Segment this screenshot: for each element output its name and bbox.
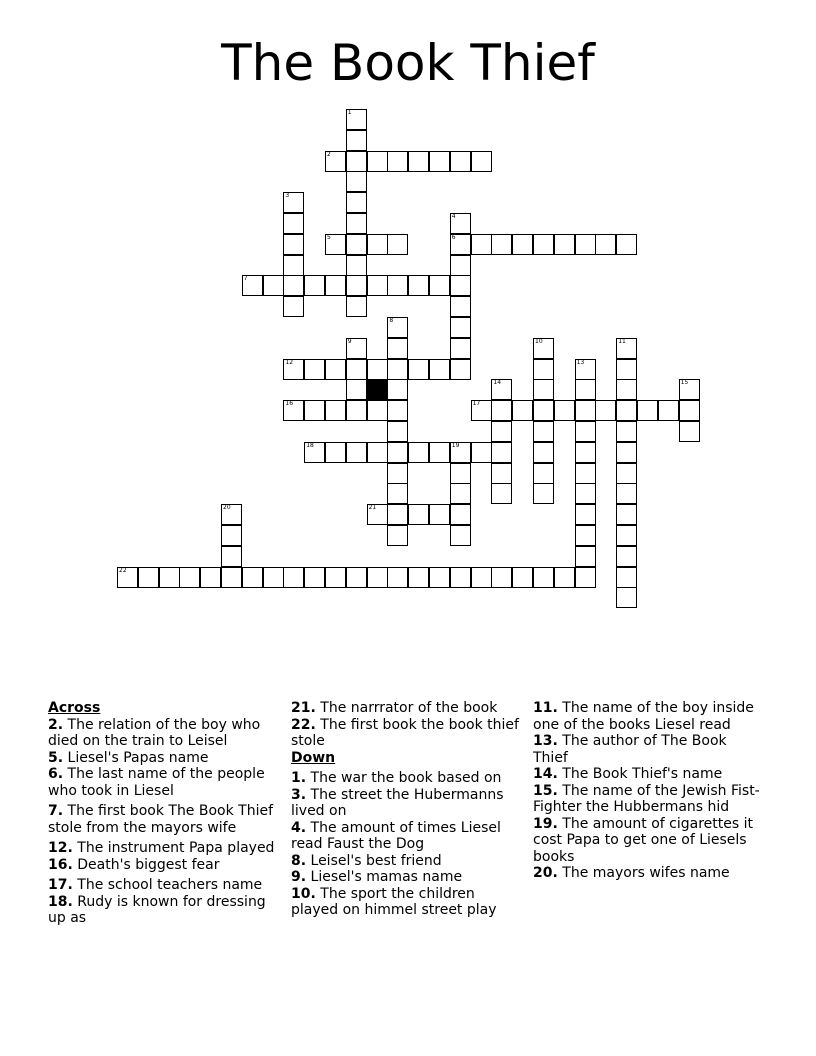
clue-number-label: 8 bbox=[389, 317, 394, 324]
grid-cell[interactable] bbox=[387, 338, 408, 359]
clue-down-13 bbox=[533, 733, 765, 766]
grid-cell[interactable] bbox=[512, 400, 533, 421]
clue-number: 3. bbox=[291, 786, 307, 803]
grid-cell-2[interactable] bbox=[325, 151, 346, 172]
grid-cell[interactable] bbox=[325, 359, 346, 380]
clue-text: Leisel's best friend bbox=[310, 852, 442, 869]
grid-cell[interactable] bbox=[159, 567, 180, 588]
clue-number: 13. bbox=[533, 733, 558, 749]
clue-text: The amount of cigarettes it cost Papa to get one of Liesels books bbox=[533, 815, 753, 865]
grid-cell[interactable] bbox=[283, 255, 304, 276]
grid-cell[interactable] bbox=[575, 504, 596, 525]
grid-cell[interactable] bbox=[575, 546, 596, 567]
clue-number: 16. bbox=[48, 856, 73, 873]
grid-cell[interactable] bbox=[616, 567, 637, 588]
grid-cell[interactable] bbox=[491, 400, 512, 421]
clue-across-2 bbox=[48, 717, 280, 750]
clue-number: 11. bbox=[533, 700, 558, 716]
grid-cell-5[interactable] bbox=[325, 234, 346, 255]
grid-cell[interactable] bbox=[346, 234, 367, 255]
grid-cell[interactable] bbox=[387, 421, 408, 442]
grid-cell[interactable] bbox=[283, 567, 304, 588]
clue-number: 22. bbox=[291, 716, 316, 733]
grid-cell[interactable] bbox=[616, 359, 637, 380]
clue-across-6 bbox=[48, 766, 280, 799]
grid-cell[interactable] bbox=[221, 567, 242, 588]
grid-cell[interactable] bbox=[450, 483, 471, 504]
clue-down-19 bbox=[533, 816, 765, 866]
clue-number-label: 11 bbox=[618, 337, 626, 345]
clue-number: 5. bbox=[48, 749, 64, 766]
grid-cell[interactable] bbox=[221, 525, 242, 546]
grid-cell[interactable] bbox=[533, 359, 554, 380]
grid-cell-12[interactable] bbox=[283, 359, 304, 380]
grid-cell[interactable] bbox=[575, 379, 596, 400]
grid-cell[interactable] bbox=[387, 400, 408, 421]
clue-across-7 bbox=[48, 803, 280, 836]
clue-number-label: 17 bbox=[472, 400, 481, 408]
grid-cell[interactable] bbox=[429, 359, 450, 380]
grid-cell-9[interactable] bbox=[346, 338, 367, 359]
grid-cell[interactable] bbox=[367, 400, 388, 421]
clues-column-2 bbox=[291, 700, 523, 919]
grid-cell[interactable] bbox=[471, 442, 492, 463]
grid-cell-1[interactable] bbox=[346, 109, 367, 130]
grid-cell[interactable] bbox=[491, 442, 512, 463]
clues-column-3 bbox=[533, 700, 765, 882]
clues-column-1 bbox=[48, 700, 280, 927]
clue-number: 12. bbox=[48, 840, 73, 856]
clue-number-label: 13 bbox=[576, 358, 585, 366]
clue-number: 20. bbox=[533, 865, 558, 881]
grid-cell[interactable] bbox=[637, 400, 658, 421]
grid-cell[interactable] bbox=[367, 567, 388, 588]
grid-cell[interactable] bbox=[429, 442, 450, 463]
clue-number: 19. bbox=[533, 815, 558, 832]
grid-cell[interactable] bbox=[304, 275, 325, 296]
clue-text: The author of The Book Thief bbox=[533, 733, 727, 766]
clue-number-label: 7 bbox=[243, 275, 248, 283]
clue-number: 4. bbox=[291, 819, 307, 836]
grid-cell[interactable] bbox=[346, 379, 367, 400]
grid-cell[interactable] bbox=[616, 379, 637, 400]
grid-cell[interactable] bbox=[429, 151, 450, 172]
grid-cell[interactable] bbox=[616, 442, 637, 463]
grid-cell[interactable] bbox=[408, 504, 429, 525]
clue-number-label: 20 bbox=[223, 504, 231, 512]
grid-cell[interactable] bbox=[387, 483, 408, 504]
grid-cell-7[interactable] bbox=[242, 275, 263, 296]
clue-down-8 bbox=[291, 853, 523, 870]
clue-text: The first book the book thief stole bbox=[291, 716, 519, 749]
clue-across-17 bbox=[48, 877, 280, 894]
clue-number-label: 4 bbox=[451, 213, 456, 220]
clue-text: The Book Thief's name bbox=[562, 766, 723, 782]
clue-down-3 bbox=[291, 787, 523, 820]
clue-down-4 bbox=[291, 820, 523, 853]
grid-cell[interactable] bbox=[367, 442, 388, 463]
grid-cell[interactable] bbox=[679, 421, 700, 442]
grid-cell[interactable] bbox=[450, 338, 471, 359]
grid-cell[interactable] bbox=[325, 400, 346, 421]
grid-cell[interactable] bbox=[408, 567, 429, 588]
clue-number-label: 14 bbox=[493, 379, 502, 387]
clue-down-11 bbox=[533, 700, 765, 733]
grid-cell[interactable] bbox=[616, 546, 637, 567]
clue-number: 14. bbox=[533, 766, 558, 782]
grid-cell[interactable] bbox=[346, 255, 367, 276]
grid-cell[interactable] bbox=[450, 463, 471, 484]
grid-cell[interactable] bbox=[679, 400, 700, 421]
clue-number: 17. bbox=[48, 877, 73, 893]
grid-cell[interactable] bbox=[491, 234, 512, 255]
grid-cell[interactable] bbox=[387, 504, 408, 525]
grid-cell[interactable] bbox=[450, 504, 471, 525]
grid-cell[interactable] bbox=[616, 525, 637, 546]
clue-text: The mayors wifes name bbox=[562, 865, 730, 881]
grid-cell[interactable] bbox=[533, 400, 554, 421]
clue-number: 8. bbox=[291, 852, 307, 869]
grid-cell[interactable] bbox=[263, 567, 284, 588]
grid-cell[interactable] bbox=[575, 525, 596, 546]
black-square bbox=[367, 379, 388, 400]
clue-number: 6. bbox=[48, 766, 64, 782]
grid-cell[interactable] bbox=[346, 400, 367, 421]
grid-cell[interactable] bbox=[533, 567, 554, 588]
grid-cell[interactable] bbox=[491, 463, 512, 484]
grid-cell[interactable] bbox=[491, 421, 512, 442]
clue-text: The war the book based on bbox=[310, 770, 502, 786]
grid-cell[interactable] bbox=[346, 275, 367, 296]
grid-cell[interactable] bbox=[325, 275, 346, 296]
clue-across-18 bbox=[48, 894, 280, 927]
grid-cell[interactable] bbox=[304, 359, 325, 380]
grid-cell[interactable] bbox=[575, 483, 596, 504]
grid-cell[interactable] bbox=[346, 442, 367, 463]
clue-text: The sport the children played on himmel street play bbox=[291, 885, 497, 918]
grid-cell[interactable] bbox=[512, 234, 533, 255]
grid-cell[interactable] bbox=[408, 359, 429, 380]
grid-cell[interactable] bbox=[387, 442, 408, 463]
clue-number-label: 21 bbox=[368, 504, 377, 512]
grid-cell[interactable] bbox=[387, 359, 408, 380]
grid-cell[interactable] bbox=[450, 296, 471, 317]
clue-text: Death's biggest fear bbox=[77, 856, 220, 873]
grid-cell[interactable] bbox=[200, 567, 221, 588]
clue-across-22 bbox=[291, 717, 523, 750]
clue-across-5 bbox=[48, 750, 280, 767]
grid-cell[interactable] bbox=[575, 463, 596, 484]
grid-cell[interactable] bbox=[346, 171, 367, 192]
grid-cell[interactable] bbox=[533, 421, 554, 442]
grid-cell[interactable] bbox=[491, 567, 512, 588]
grid-cell[interactable] bbox=[512, 567, 533, 588]
grid-cell[interactable] bbox=[616, 587, 637, 608]
grid-cell[interactable] bbox=[346, 567, 367, 588]
grid-cell-14[interactable] bbox=[491, 379, 512, 400]
grid-cell[interactable] bbox=[304, 400, 325, 421]
clue-number-label: 5 bbox=[327, 233, 331, 241]
down-heading: Down bbox=[291, 749, 336, 766]
grid-cell[interactable] bbox=[387, 379, 408, 400]
grid-cell[interactable] bbox=[616, 504, 637, 525]
grid-cell[interactable] bbox=[471, 151, 492, 172]
clue-text: The first book The Book Thief stole from the mayors wife bbox=[48, 803, 274, 836]
grid-cell[interactable] bbox=[346, 130, 367, 151]
clue-number-label: 1 bbox=[347, 109, 352, 116]
grid-cell[interactable] bbox=[346, 192, 367, 213]
clue-number-label: 3 bbox=[285, 192, 290, 200]
grid-cell[interactable] bbox=[616, 400, 637, 421]
grid-cell[interactable] bbox=[450, 255, 471, 276]
clue-text: The amount of times Liesel read Faust the Dog bbox=[291, 819, 501, 852]
clue-number-label: 10 bbox=[535, 337, 543, 345]
grid-cell[interactable] bbox=[408, 275, 429, 296]
clue-number: 1. bbox=[291, 770, 307, 786]
clue-number: 18. bbox=[48, 893, 73, 910]
grid-cell[interactable] bbox=[616, 463, 637, 484]
grid-cell[interactable] bbox=[575, 442, 596, 463]
grid-cell[interactable] bbox=[575, 567, 596, 588]
grid-cell[interactable] bbox=[242, 567, 263, 588]
puzzle-title: The Book Thief bbox=[221, 34, 595, 92]
grid-cell[interactable] bbox=[616, 421, 637, 442]
across-heading: Across bbox=[48, 700, 101, 716]
grid-cell-8[interactable] bbox=[387, 317, 408, 338]
grid-cell[interactable] bbox=[533, 234, 554, 255]
grid-cell[interactable] bbox=[325, 567, 346, 588]
grid-cell[interactable] bbox=[387, 525, 408, 546]
grid-cell[interactable] bbox=[179, 567, 200, 588]
grid-cell[interactable] bbox=[387, 151, 408, 172]
clue-number-label: 19 bbox=[451, 441, 460, 449]
grid-cell[interactable] bbox=[429, 567, 450, 588]
clue-number-label: 16 bbox=[285, 400, 294, 408]
grid-cell[interactable] bbox=[429, 275, 450, 296]
grid-cell[interactable] bbox=[283, 234, 304, 255]
grid-cell[interactable] bbox=[533, 379, 554, 400]
grid-cell-10[interactable] bbox=[533, 338, 554, 359]
grid-cell[interactable] bbox=[346, 213, 367, 234]
grid-cell[interactable] bbox=[575, 234, 596, 255]
grid-cell-6[interactable] bbox=[450, 234, 471, 255]
grid-cell[interactable] bbox=[263, 275, 284, 296]
grid-cell-13[interactable] bbox=[575, 359, 596, 380]
grid-cell-22[interactable] bbox=[117, 567, 138, 588]
grid-cell-11[interactable] bbox=[616, 338, 637, 359]
grid-cell[interactable] bbox=[450, 151, 471, 172]
grid-cell-16[interactable] bbox=[283, 400, 304, 421]
clue-number: 21. bbox=[291, 700, 316, 716]
grid-cell-21[interactable] bbox=[367, 504, 388, 525]
grid-cell[interactable] bbox=[138, 567, 159, 588]
grid-cell-17[interactable] bbox=[471, 400, 492, 421]
clue-text: The relation of the boy who died on the train to Leisel bbox=[48, 716, 261, 749]
grid-cell[interactable] bbox=[387, 463, 408, 484]
grid-cell[interactable] bbox=[554, 567, 575, 588]
clue-number: 15. bbox=[533, 782, 558, 799]
clue-number: 7. bbox=[48, 803, 64, 819]
grid-cell[interactable] bbox=[408, 442, 429, 463]
clue-number-label: 22 bbox=[119, 566, 127, 574]
clue-text: The street the Hubermanns lived on bbox=[291, 786, 504, 819]
clue-across-21 bbox=[291, 700, 523, 717]
clue-text: The school teachers name bbox=[77, 877, 263, 893]
grid-cell[interactable] bbox=[387, 234, 408, 255]
grid-cell[interactable] bbox=[450, 275, 471, 296]
grid-cell[interactable] bbox=[616, 483, 637, 504]
clue-number-label: 6 bbox=[451, 233, 456, 241]
grid-cell[interactable] bbox=[346, 296, 367, 317]
grid-cell[interactable] bbox=[575, 421, 596, 442]
grid-cell-20[interactable] bbox=[221, 504, 242, 525]
grid-cell[interactable] bbox=[283, 296, 304, 317]
grid-cell[interactable] bbox=[554, 234, 575, 255]
clue-across-12 bbox=[48, 840, 280, 857]
clue-down-9 bbox=[291, 869, 523, 886]
clue-number-label: 18 bbox=[306, 441, 314, 449]
grid-cell[interactable] bbox=[450, 567, 471, 588]
clue-number: 9. bbox=[291, 869, 307, 885]
grid-cell[interactable] bbox=[367, 151, 388, 172]
clue-text: The instrument Papa played bbox=[77, 840, 275, 856]
grid-cell[interactable] bbox=[450, 317, 471, 338]
clue-down-20 bbox=[533, 865, 765, 882]
clue-down-14 bbox=[533, 766, 765, 783]
grid-cell[interactable] bbox=[554, 400, 575, 421]
clue-number-label: 9 bbox=[347, 337, 352, 345]
clue-text: The narrrator of the book bbox=[320, 700, 498, 716]
grid-cell[interactable] bbox=[304, 567, 325, 588]
grid-cell[interactable] bbox=[450, 359, 471, 380]
clue-down-10 bbox=[291, 886, 523, 919]
grid-cell[interactable] bbox=[283, 213, 304, 234]
grid-cell[interactable] bbox=[658, 400, 679, 421]
grid-cell[interactable] bbox=[595, 234, 616, 255]
grid-cell[interactable] bbox=[325, 442, 346, 463]
grid-cell[interactable] bbox=[471, 567, 492, 588]
grid-cell[interactable] bbox=[429, 504, 450, 525]
grid-cell[interactable] bbox=[575, 400, 596, 421]
grid-cell[interactable] bbox=[533, 442, 554, 463]
clue-down-15 bbox=[533, 783, 765, 816]
grid-cell[interactable] bbox=[450, 525, 471, 546]
grid-cell[interactable] bbox=[616, 234, 637, 255]
grid-cell[interactable] bbox=[533, 463, 554, 484]
clue-across-16 bbox=[48, 857, 280, 874]
clue-text: Liesel's mamas name bbox=[310, 869, 463, 885]
grid-cell[interactable] bbox=[471, 234, 492, 255]
clue-down-1 bbox=[291, 770, 523, 787]
grid-cell[interactable] bbox=[346, 151, 367, 172]
grid-cell[interactable] bbox=[367, 359, 388, 380]
clue-number: 2. bbox=[48, 716, 64, 733]
grid-cell[interactable] bbox=[595, 400, 616, 421]
clue-text: Rudy is known for dressing up as bbox=[48, 893, 266, 926]
grid-cell[interactable] bbox=[346, 359, 367, 380]
grid-cell[interactable] bbox=[491, 483, 512, 504]
grid-cell[interactable] bbox=[221, 546, 242, 567]
clue-text: The name of the boy inside one of the books Liesel read bbox=[533, 700, 754, 733]
grid-cell[interactable] bbox=[367, 234, 388, 255]
grid-cell[interactable] bbox=[533, 483, 554, 504]
clue-number-label: 15 bbox=[680, 379, 689, 387]
grid-cell[interactable] bbox=[387, 567, 408, 588]
grid-cell-19[interactable] bbox=[450, 442, 471, 463]
clue-number-label: 12 bbox=[285, 358, 294, 366]
clue-text: The name of the Jewish Fist-Fighter the Hubbermans hid bbox=[533, 782, 760, 815]
grid-cell[interactable] bbox=[283, 275, 304, 296]
grid-cell-3[interactable] bbox=[283, 192, 304, 213]
clue-number-label: 2 bbox=[327, 150, 331, 158]
grid-cell[interactable] bbox=[387, 275, 408, 296]
grid-cell-18[interactable] bbox=[304, 442, 325, 463]
grid-cell[interactable] bbox=[367, 275, 388, 296]
grid-cell-15[interactable] bbox=[679, 379, 700, 400]
grid-cell[interactable] bbox=[408, 151, 429, 172]
clue-number: 10. bbox=[291, 885, 316, 902]
clue-text: The last name of the people who took in Liesel bbox=[48, 766, 265, 799]
clue-text: Liesel's Papas name bbox=[67, 749, 209, 766]
grid-cell-4[interactable] bbox=[450, 213, 471, 234]
